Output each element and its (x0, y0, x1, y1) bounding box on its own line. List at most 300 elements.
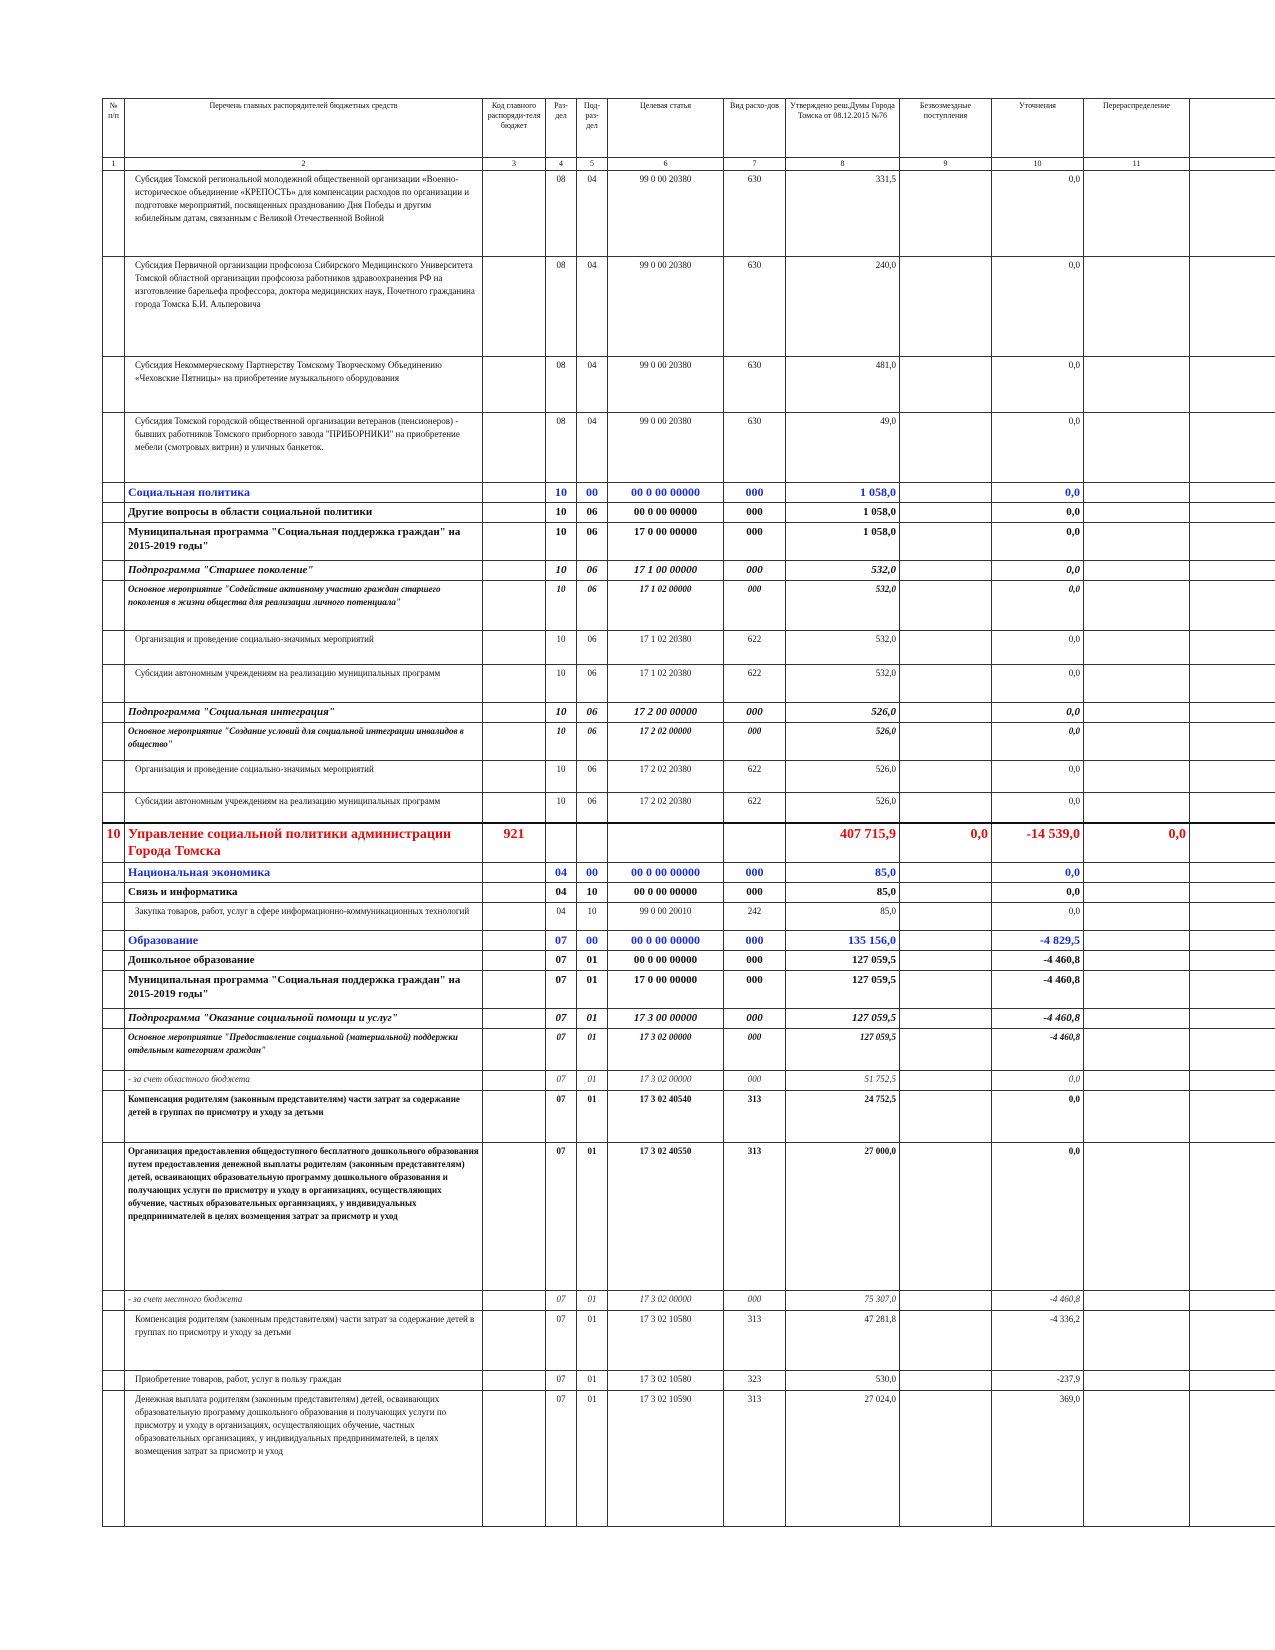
row-expense-type: 630 (724, 357, 786, 413)
row-extra-cell (1190, 882, 1275, 902)
row-extra-cell (1190, 1070, 1275, 1090)
col-number: 10 (992, 158, 1084, 171)
row-extra-cell (1190, 561, 1275, 581)
row-redistribution-amount (1084, 930, 1190, 950)
row-target-article: 17 1 00 00000 (608, 561, 724, 581)
row-razdel: 04 (546, 902, 577, 930)
row-code (483, 631, 546, 665)
header-approved: Утверждено реш.Думы Города Томска от 08.12.2015 №76 (786, 99, 900, 158)
row-grants-amount (900, 1390, 992, 1526)
row-index (103, 882, 125, 902)
row-podrazdel: 01 (577, 970, 608, 1008)
row-index (103, 171, 125, 257)
row-podrazdel: 00 (577, 930, 608, 950)
row-name: Организация предоставления общедоступного бесплатного дошкольного образования путем предоставления денежной выплаты родителям (законным представителям) детей, осваивающих образовательную программу дошкольного образования и получающих услуги по присмотру и уходу в организациях, осуществляющих обучение, частных образовательных организациях, у индивидуальных предпринимателей в целях возмещения затрат за присмотр и уход (125, 1142, 483, 1290)
row-name: Муниципальная программа "Социальная поддержка граждан" на 2015-2019 годы" (125, 970, 483, 1008)
table-row (103, 882, 1275, 902)
row-redistribution-amount (1084, 761, 1190, 793)
row-extra-cell (1190, 1290, 1275, 1310)
row-podrazdel: 06 (577, 665, 608, 703)
col-number: 2 (125, 158, 483, 171)
row-grants-amount (900, 581, 992, 631)
table-row (103, 631, 1275, 665)
row-name: Субсидия Томской городской общественной организации ветеранов (пенсионеров) - бывших работников Томского приборного завода "ПРИБОРНИКИ" на приобретение мебели (смотровых витрин) и уличных банкеток. (125, 413, 483, 483)
row-redistribution-amount (1084, 1008, 1190, 1028)
row-expense-type: 630 (724, 171, 786, 257)
table-row (103, 503, 1275, 523)
row-expense-type: 323 (724, 1370, 786, 1390)
row-grants-amount (900, 357, 992, 413)
row-clarification-amount: 0,0 (992, 523, 1084, 561)
row-redistribution-amount (1084, 171, 1190, 257)
row-code (483, 862, 546, 882)
row-name: - за счет местного бюджета (125, 1290, 483, 1310)
row-name: Основное мероприятие "Создание условий для социальной интеграции инвалидов в общество" (125, 723, 483, 761)
row-name: Субсидия Томской региональной молодежной общественной организации «Военно-историческое объединение «КРЕПОСТЬ» для компенсации расходов по организации и подготовке мероприятий, посвященных празднованию Дня Победы и другим юбилейным датам, связанным с Великой Отечественной Войной (125, 171, 483, 257)
row-name: Дошкольное образование (125, 950, 483, 970)
row-grants-amount (900, 665, 992, 703)
row-extra-cell (1190, 1142, 1275, 1290)
row-target-article: 99 0 00 20010 (608, 902, 724, 930)
row-index (103, 1070, 125, 1090)
row-redistribution-amount (1084, 882, 1190, 902)
row-razdel: 10 (546, 665, 577, 703)
row-approved-amount: 240,0 (786, 257, 900, 357)
row-grants-amount (900, 1028, 992, 1070)
col-number: 7 (724, 158, 786, 171)
row-index (103, 1008, 125, 1028)
row-podrazdel: 10 (577, 902, 608, 930)
row-podrazdel: 06 (577, 723, 608, 761)
header-clarifications: Уточнения (992, 99, 1084, 158)
row-approved-amount: 1 058,0 (786, 503, 900, 523)
row-index (103, 357, 125, 413)
row-podrazdel: 04 (577, 413, 608, 483)
row-target-article: 17 3 02 10590 (608, 1390, 724, 1526)
row-podrazdel (577, 823, 608, 863)
table-row (103, 257, 1275, 357)
row-extra-cell (1190, 1008, 1275, 1028)
row-razdel: 07 (546, 1142, 577, 1290)
row-target-article: 99 0 00 20380 (608, 413, 724, 483)
table-row (103, 723, 1275, 761)
row-podrazdel: 04 (577, 171, 608, 257)
table-row (103, 1028, 1275, 1070)
row-extra-cell (1190, 357, 1275, 413)
col-number: 6 (608, 158, 724, 171)
table-row (103, 665, 1275, 703)
row-clarification-amount: 0,0 (992, 1142, 1084, 1290)
row-index (103, 1142, 125, 1290)
row-grants-amount (900, 882, 992, 902)
row-name: Денежная выплата родителям (законным представителям) детей, осваивающих образовательную программу дошкольного образования и получающих услуги по присмотру и уходу в организациях, осуществляющих обучение, частных образовательных организациях, у индивидуальных предпринимателей, в целях возмещения затрат за присмотр и уход (125, 1390, 483, 1526)
row-index (103, 523, 125, 561)
row-name: - за счет областного бюджета (125, 1070, 483, 1090)
row-redistribution-amount (1084, 950, 1190, 970)
row-target-article: 00 0 00 00000 (608, 483, 724, 503)
row-approved-amount: 532,0 (786, 665, 900, 703)
row-redistribution-amount (1084, 1090, 1190, 1142)
row-extra-cell (1190, 171, 1275, 257)
row-target-article: 17 3 02 40540 (608, 1090, 724, 1142)
col-number: 11 (1084, 158, 1190, 171)
row-extra-cell (1190, 257, 1275, 357)
row-extra-cell (1190, 665, 1275, 703)
row-target-article (608, 823, 724, 863)
row-approved-amount: 532,0 (786, 631, 900, 665)
row-expense-type: 000 (724, 1290, 786, 1310)
row-name: Субсидия Первичной организации профсоюза Сибирского Медицинского Университета Томской областной организации профсоюза работников здравоохранения РФ на изготовление барельефа профессора, доктора медицинских наук, Почетного гражданина города Томска Б.И. Альперовича (125, 257, 483, 357)
row-clarification-amount: 0,0 (992, 902, 1084, 930)
row-clarification-amount: -14 539,0 (992, 823, 1084, 863)
row-expense-type (724, 823, 786, 863)
row-redistribution-amount (1084, 1142, 1190, 1290)
header-row (103, 99, 1275, 158)
row-target-article: 00 0 00 00000 (608, 882, 724, 902)
row-razdel: 04 (546, 862, 577, 882)
row-podrazdel: 00 (577, 483, 608, 503)
row-index (103, 503, 125, 523)
row-target-article: 17 3 02 00000 (608, 1070, 724, 1090)
row-code (483, 1370, 546, 1390)
row-code (483, 171, 546, 257)
table-row (103, 1370, 1275, 1390)
row-clarification-amount: 0,0 (992, 1090, 1084, 1142)
row-extra-cell (1190, 413, 1275, 483)
row-name: Организация и проведение социально-значимых мероприятий (125, 631, 483, 665)
row-clarification-amount: -4 460,8 (992, 1008, 1084, 1028)
row-razdel: 10 (546, 761, 577, 793)
row-redistribution-amount (1084, 902, 1190, 930)
header-razdel: Раз-дел (546, 99, 577, 158)
row-razdel: 07 (546, 1028, 577, 1070)
row-grants-amount (900, 1370, 992, 1390)
row-redistribution-amount (1084, 793, 1190, 823)
row-name: Приобретение товаров, работ, услуг в пользу граждан (125, 1370, 483, 1390)
row-index (103, 1090, 125, 1142)
row-approved-amount: 1 058,0 (786, 523, 900, 561)
row-razdel: 10 (546, 523, 577, 561)
row-index (103, 483, 125, 503)
row-index (103, 257, 125, 357)
row-extra-cell (1190, 970, 1275, 1008)
row-approved-amount: 51 752,5 (786, 1070, 900, 1090)
row-razdel: 07 (546, 930, 577, 950)
row-name: Муниципальная программа "Социальная поддержка граждан" на 2015-2019 годы" (125, 523, 483, 561)
row-redistribution-amount (1084, 703, 1190, 723)
table-row (103, 581, 1275, 631)
row-clarification-amount: 0,0 (992, 413, 1084, 483)
col-number: 3 (483, 158, 546, 171)
row-clarification-amount: 0,0 (992, 703, 1084, 723)
row-expense-type: 000 (724, 581, 786, 631)
row-razdel: 10 (546, 703, 577, 723)
row-redistribution-amount (1084, 631, 1190, 665)
row-code (483, 1390, 546, 1526)
row-target-article: 00 0 00 00000 (608, 930, 724, 950)
row-redistribution-amount (1084, 413, 1190, 483)
row-approved-amount: 532,0 (786, 581, 900, 631)
row-name: Образование (125, 930, 483, 950)
row-redistribution-amount (1084, 665, 1190, 703)
row-index (103, 1370, 125, 1390)
row-podrazdel: 06 (577, 761, 608, 793)
row-index (103, 970, 125, 1008)
row-podrazdel: 01 (577, 1090, 608, 1142)
row-name: Связь и информатика (125, 882, 483, 902)
row-expense-type: 630 (724, 257, 786, 357)
row-redistribution-amount: 0,0 (1084, 823, 1190, 863)
table-row (103, 357, 1275, 413)
row-podrazdel: 01 (577, 1290, 608, 1310)
row-redistribution-amount (1084, 1370, 1190, 1390)
row-clarification-amount: -4 460,8 (992, 1290, 1084, 1310)
row-razdel: 08 (546, 357, 577, 413)
header-name: Перечень главных распорядителей бюджетных средств (125, 99, 483, 158)
row-podrazdel: 01 (577, 1390, 608, 1526)
row-approved-amount: 24 752,5 (786, 1090, 900, 1142)
row-razdel: 10 (546, 723, 577, 761)
table-row (103, 561, 1275, 581)
table-row (103, 1008, 1275, 1028)
table-row (103, 483, 1275, 503)
table-row (103, 1070, 1275, 1090)
row-approved-amount: 526,0 (786, 793, 900, 823)
row-grants-amount (900, 793, 992, 823)
row-clarification-amount: 0,0 (992, 503, 1084, 523)
row-code (483, 413, 546, 483)
row-approved-amount: 85,0 (786, 862, 900, 882)
row-podrazdel: 01 (577, 1070, 608, 1090)
row-razdel: 07 (546, 1008, 577, 1028)
row-name: Организация и проведение социально-значимых мероприятий (125, 761, 483, 793)
row-code (483, 902, 546, 930)
row-extra-cell (1190, 703, 1275, 723)
row-redistribution-amount (1084, 503, 1190, 523)
row-extra-cell (1190, 1390, 1275, 1526)
row-extra-cell (1190, 761, 1275, 793)
row-razdel: 08 (546, 413, 577, 483)
header-num: № п/п (103, 99, 125, 158)
row-grants-amount (900, 902, 992, 930)
row-extra-cell (1190, 483, 1275, 503)
row-extra-cell (1190, 862, 1275, 882)
row-target-article: 17 3 02 40550 (608, 1142, 724, 1290)
row-code (483, 483, 546, 503)
row-expense-type: 000 (724, 970, 786, 1008)
row-redistribution-amount (1084, 723, 1190, 761)
table-row (103, 930, 1275, 950)
row-code (483, 257, 546, 357)
row-grants-amount: 0,0 (900, 823, 992, 863)
row-clarification-amount: 0,0 (992, 761, 1084, 793)
row-clarification-amount: 0,0 (992, 665, 1084, 703)
table-row (103, 950, 1275, 970)
row-approved-amount: 526,0 (786, 723, 900, 761)
row-razdel: 10 (546, 631, 577, 665)
row-index (103, 561, 125, 581)
row-target-article: 17 3 00 00000 (608, 1008, 724, 1028)
row-podrazdel: 06 (577, 793, 608, 823)
col-number-extra (1190, 158, 1275, 171)
row-name: Управление социальной политики администрации Города Томска (125, 823, 483, 863)
row-code (483, 1142, 546, 1290)
row-approved-amount: 27 000,0 (786, 1142, 900, 1290)
row-expense-type: 000 (724, 950, 786, 970)
row-target-article: 99 0 00 20380 (608, 257, 724, 357)
row-code (483, 723, 546, 761)
row-razdel: 10 (546, 483, 577, 503)
row-extra-cell (1190, 1090, 1275, 1142)
row-clarification-amount: 0,0 (992, 171, 1084, 257)
row-expense-type: 313 (724, 1090, 786, 1142)
row-index (103, 902, 125, 930)
table-row (103, 171, 1275, 257)
row-grants-amount (900, 1090, 992, 1142)
row-razdel: 08 (546, 257, 577, 357)
row-index (103, 1390, 125, 1526)
row-grants-amount (900, 1290, 992, 1310)
row-index (103, 930, 125, 950)
row-code (483, 930, 546, 950)
row-clarification-amount: -4 829,5 (992, 930, 1084, 950)
row-target-article: 99 0 00 20380 (608, 357, 724, 413)
table-row (103, 1390, 1275, 1526)
row-redistribution-amount (1084, 970, 1190, 1008)
row-code (483, 523, 546, 561)
row-approved-amount: 532,0 (786, 561, 900, 581)
row-razdel: 10 (546, 581, 577, 631)
row-approved-amount: 530,0 (786, 1370, 900, 1390)
row-razdel: 04 (546, 882, 577, 902)
header-grants: Безвозмездные поступления (900, 99, 992, 158)
row-code (483, 1310, 546, 1370)
row-razdel: 07 (546, 1290, 577, 1310)
row-grants-amount (900, 761, 992, 793)
row-name: Основное мероприятие "Предоставление социальной (материальной) поддержки отдельным категориям граждан" (125, 1028, 483, 1070)
row-target-article: 17 3 02 10580 (608, 1310, 724, 1370)
row-approved-amount: 127 059,5 (786, 1008, 900, 1028)
row-target-article: 17 1 02 20380 (608, 631, 724, 665)
row-grants-amount (900, 723, 992, 761)
budget-sheet (102, 98, 1275, 1527)
row-extra-cell (1190, 723, 1275, 761)
row-code: 921 (483, 823, 546, 863)
row-grants-amount (900, 862, 992, 882)
row-index (103, 761, 125, 793)
table-row (103, 523, 1275, 561)
row-expense-type: 622 (724, 665, 786, 703)
row-grants-amount (900, 561, 992, 581)
row-expense-type: 630 (724, 413, 786, 483)
row-grants-amount (900, 970, 992, 1008)
row-approved-amount: 127 059,5 (786, 950, 900, 970)
row-name: Субсидии автономным учреждениям на реализацию муниципальных программ (125, 793, 483, 823)
row-clarification-amount: 0,0 (992, 862, 1084, 882)
row-name: Компенсация родителям (законным представителям) части затрат за содержание детей в группах по присмотру и уходу за детьми (125, 1310, 483, 1370)
row-index (103, 950, 125, 970)
row-approved-amount: 127 059,5 (786, 970, 900, 1008)
row-code (483, 793, 546, 823)
header-target: Целевая статья (608, 99, 724, 158)
row-name: Социальная политика (125, 483, 483, 503)
row-clarification-amount: 0,0 (992, 483, 1084, 503)
row-code (483, 357, 546, 413)
row-redistribution-amount (1084, 257, 1190, 357)
row-target-article: 17 2 02 00000 (608, 723, 724, 761)
row-podrazdel: 01 (577, 950, 608, 970)
row-razdel: 07 (546, 1370, 577, 1390)
row-name: Подпрограмма "Старшее поколение" (125, 561, 483, 581)
row-podrazdel: 10 (577, 882, 608, 902)
row-expense-type: 000 (724, 483, 786, 503)
row-extra-cell (1190, 902, 1275, 930)
row-index (103, 793, 125, 823)
row-approved-amount: 85,0 (786, 882, 900, 902)
row-clarification-amount: 0,0 (992, 793, 1084, 823)
row-redistribution-amount (1084, 1070, 1190, 1090)
row-expense-type: 000 (724, 1008, 786, 1028)
row-redistribution-amount (1084, 523, 1190, 561)
col-number: 5 (577, 158, 608, 171)
row-index (103, 723, 125, 761)
row-expense-type: 000 (724, 703, 786, 723)
row-redistribution-amount (1084, 561, 1190, 581)
row-approved-amount: 75 307,0 (786, 1290, 900, 1310)
row-grants-amount (900, 703, 992, 723)
table-row (103, 413, 1275, 483)
table-row (103, 1310, 1275, 1370)
budget-table (102, 98, 1275, 1527)
row-target-article: 17 3 02 10580 (608, 1370, 724, 1390)
row-clarification-amount: 0,0 (992, 631, 1084, 665)
row-target-article: 17 1 02 20380 (608, 665, 724, 703)
table-row (103, 793, 1275, 823)
row-index (103, 581, 125, 631)
row-clarification-amount: 0,0 (992, 1070, 1084, 1090)
row-podrazdel: 06 (577, 561, 608, 581)
row-approved-amount: 127 059,5 (786, 1028, 900, 1070)
row-podrazdel: 00 (577, 862, 608, 882)
row-podrazdel: 06 (577, 631, 608, 665)
row-index (103, 1028, 125, 1070)
row-expense-type: 000 (724, 882, 786, 902)
row-expense-type: 622 (724, 761, 786, 793)
row-name: Закупка товаров, работ, услуг в сфере информационно-коммуникационных технологий (125, 902, 483, 930)
row-target-article: 00 0 00 00000 (608, 503, 724, 523)
row-name: Национальная экономика (125, 862, 483, 882)
row-target-article: 17 2 00 00000 (608, 703, 724, 723)
row-expense-type: 313 (724, 1310, 786, 1370)
row-target-article: 00 0 00 00000 (608, 862, 724, 882)
row-target-article: 17 0 00 00000 (608, 970, 724, 1008)
row-extra-cell (1190, 581, 1275, 631)
row-target-article: 17 3 02 00000 (608, 1290, 724, 1310)
row-clarification-amount: 0,0 (992, 723, 1084, 761)
row-code (483, 1070, 546, 1090)
row-grants-amount (900, 257, 992, 357)
row-approved-amount: 49,0 (786, 413, 900, 483)
row-razdel: 07 (546, 1390, 577, 1526)
row-expense-type: 622 (724, 793, 786, 823)
table-body (103, 171, 1275, 1527)
row-expense-type: 000 (724, 862, 786, 882)
row-extra-cell (1190, 793, 1275, 823)
row-podrazdel: 06 (577, 503, 608, 523)
row-razdel: 08 (546, 171, 577, 257)
row-index (103, 862, 125, 882)
row-grants-amount (900, 171, 992, 257)
